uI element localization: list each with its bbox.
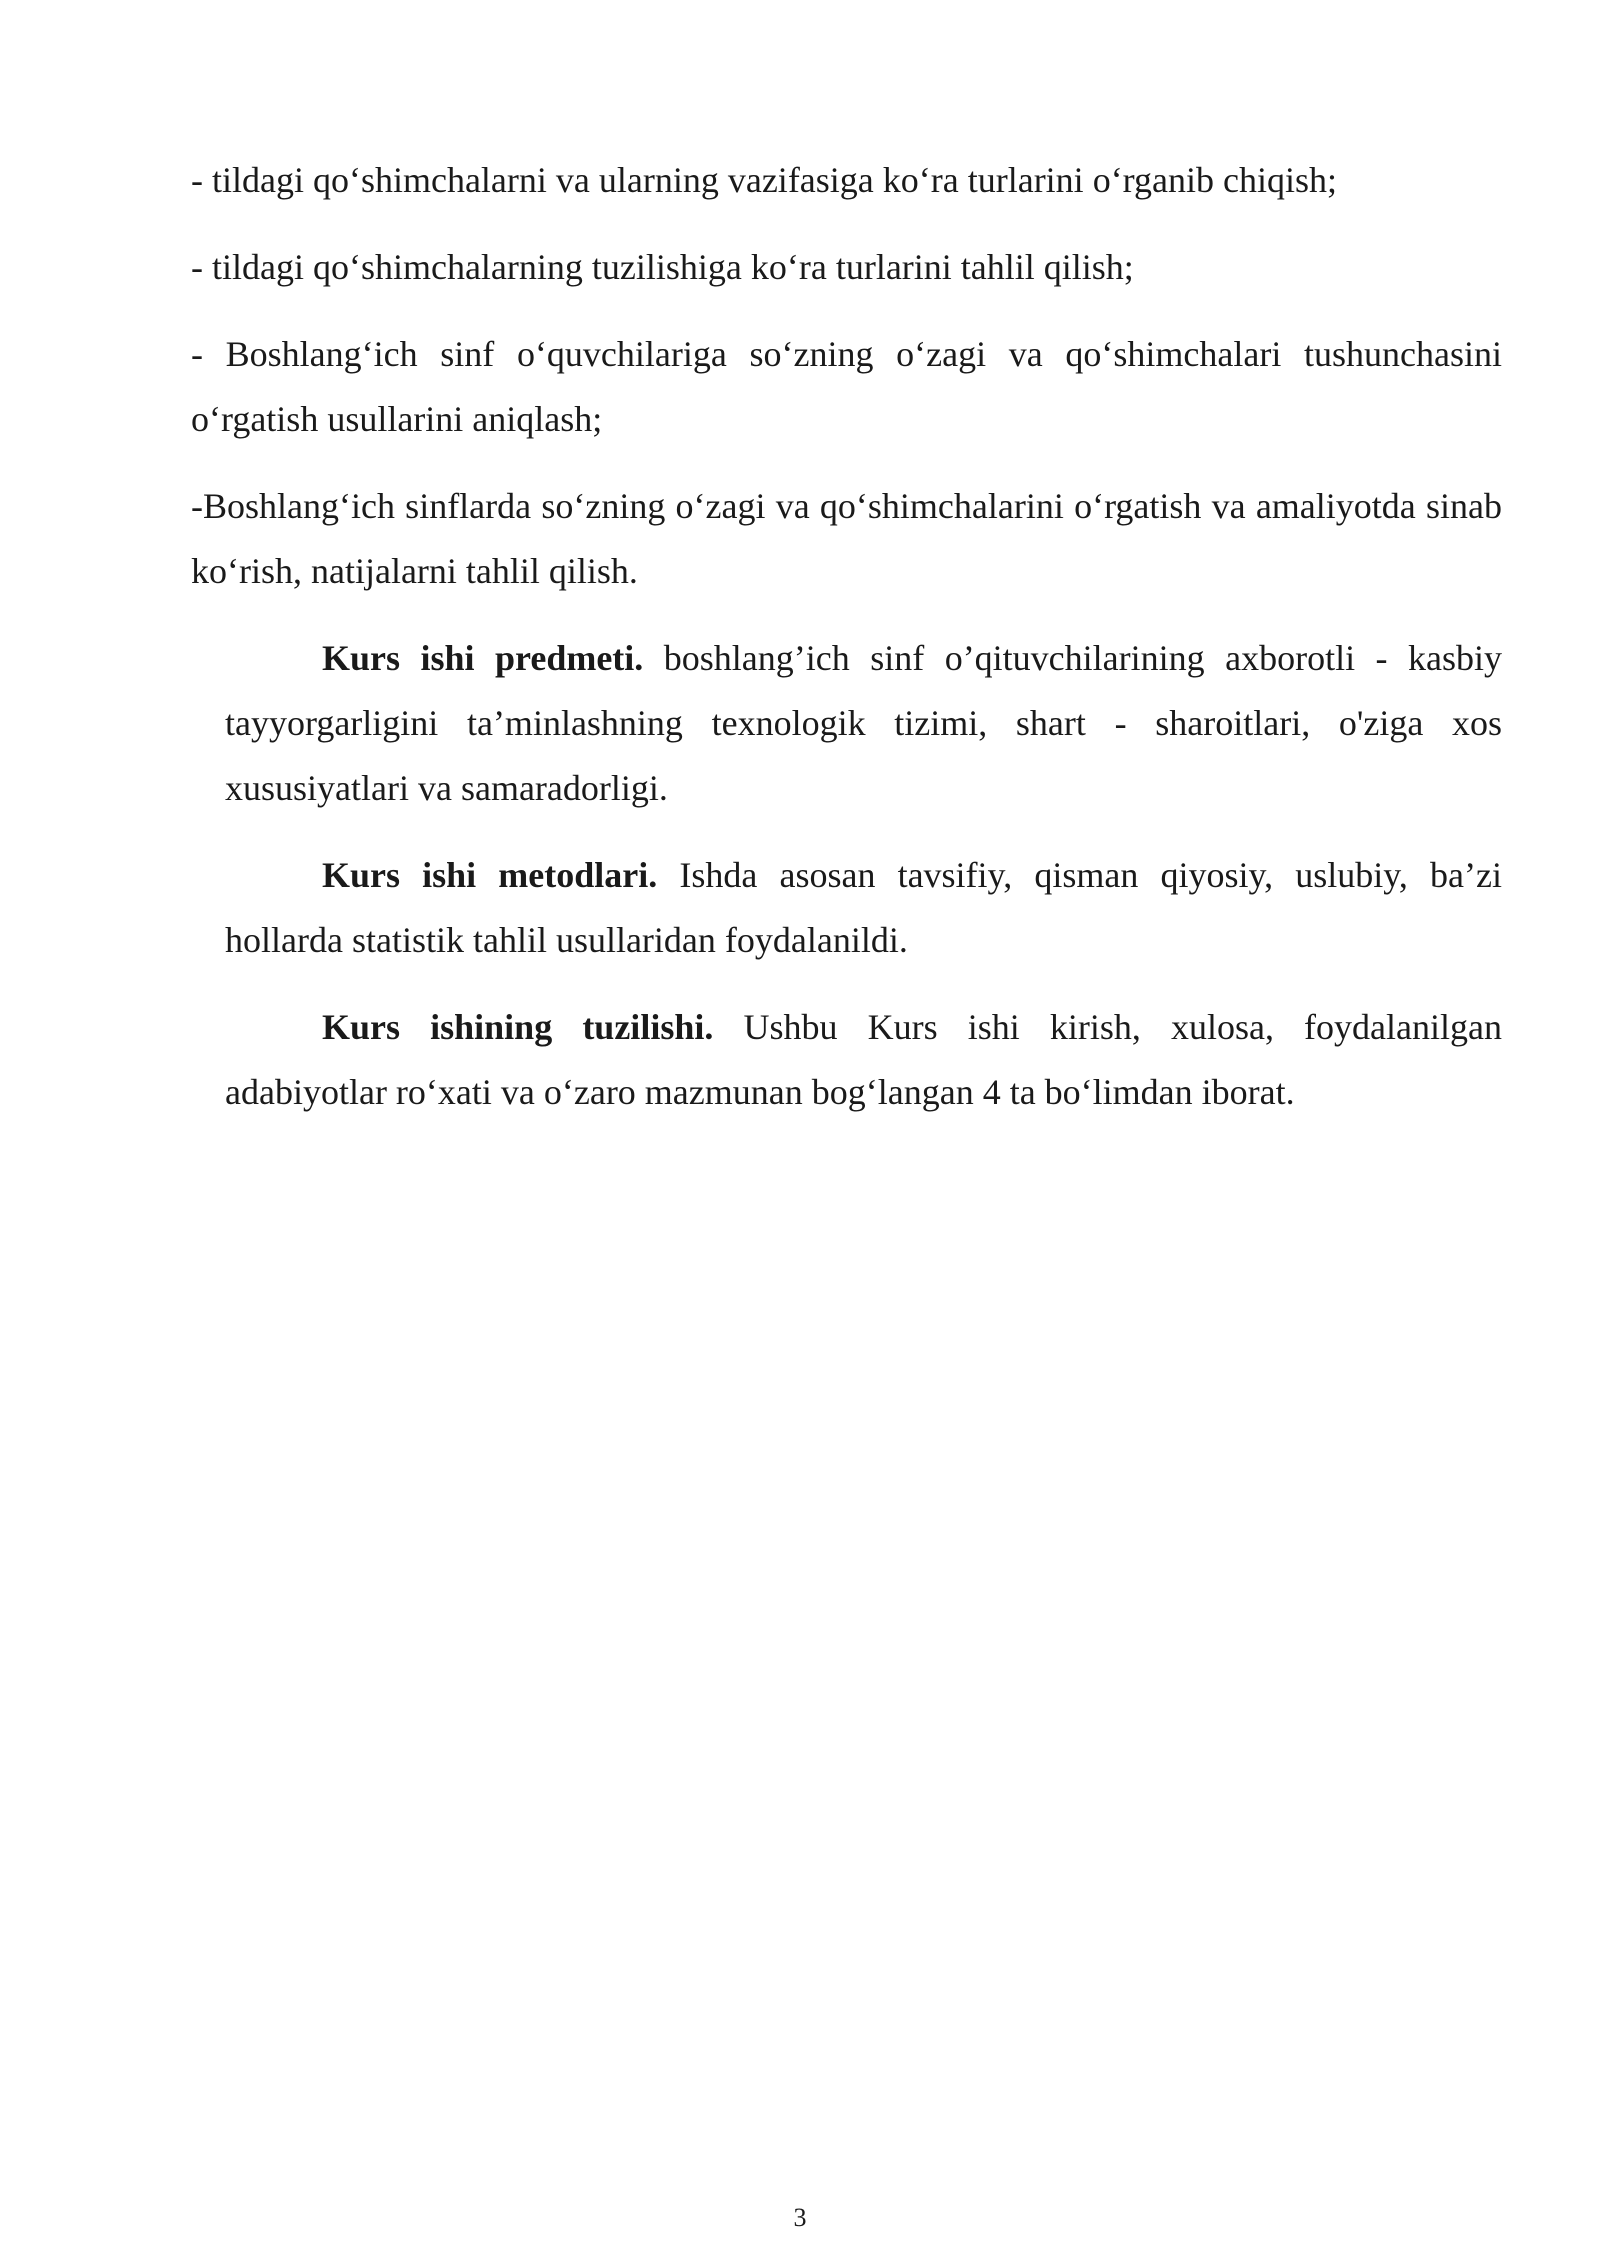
task-item-4: -Boshlang‘ich sinflarda so‘zning o‘zagi va qo‘shimchalarini o‘rgatish va amaliyotda sinab ko‘rish, natijalarni tahlil qilish. bbox=[191, 486, 1502, 591]
section-methods bbox=[191, 843, 1502, 973]
section-structure-text: Ushbu Kurs ishi kirish, xulosa, foydalanilgan adabiyotlar ro‘xati va o‘zaro mazmunan bog‘langan 4 ta bo‘limdan iborat. bbox=[225, 1007, 1502, 1112]
page-body bbox=[191, 148, 1502, 1147]
section-subject-text: boshlang’ich sinf o’qituvchilarining axborotli - kasbiy tayyorgarligini ta’minlashning texnologik tizimi, shart - sharoitlari, o'ziga xos xususiyatlari va samaradorligi. bbox=[225, 638, 1503, 808]
section-structure-heading: Kurs ishining tuzilishi. bbox=[322, 1007, 714, 1047]
task-item-3: - Boshlang‘ich sinf o‘quvchilariga so‘zning o‘zagi va qo‘shimchalari tushunchasini o‘rgatish usullarini aniqlash; bbox=[191, 334, 1502, 439]
section-methods-text: Ishda asosan tavsifiy, qisman qiyosiy, uslubiy, ba’zi hollarda statistik tahlil usullaridan foydalanildi. bbox=[225, 855, 1502, 960]
page-number: 3 bbox=[793, 2203, 807, 2232]
section-structure bbox=[191, 995, 1502, 1125]
task-item-2: - tildagi qo‘shimchalarning tuzilishiga ko‘ra turlarini tahlil qilish; bbox=[191, 247, 1134, 287]
task-item-1: - tildagi qo‘shimchalarni va ularning vazifasiga ko‘ra turlarini o‘rganib chiqish; bbox=[191, 160, 1337, 200]
section-methods-heading: Kurs ishi metodlari. bbox=[322, 855, 658, 895]
section-subject bbox=[191, 626, 1502, 821]
section-subject-heading: Kurs ishi predmeti. bbox=[322, 638, 644, 678]
